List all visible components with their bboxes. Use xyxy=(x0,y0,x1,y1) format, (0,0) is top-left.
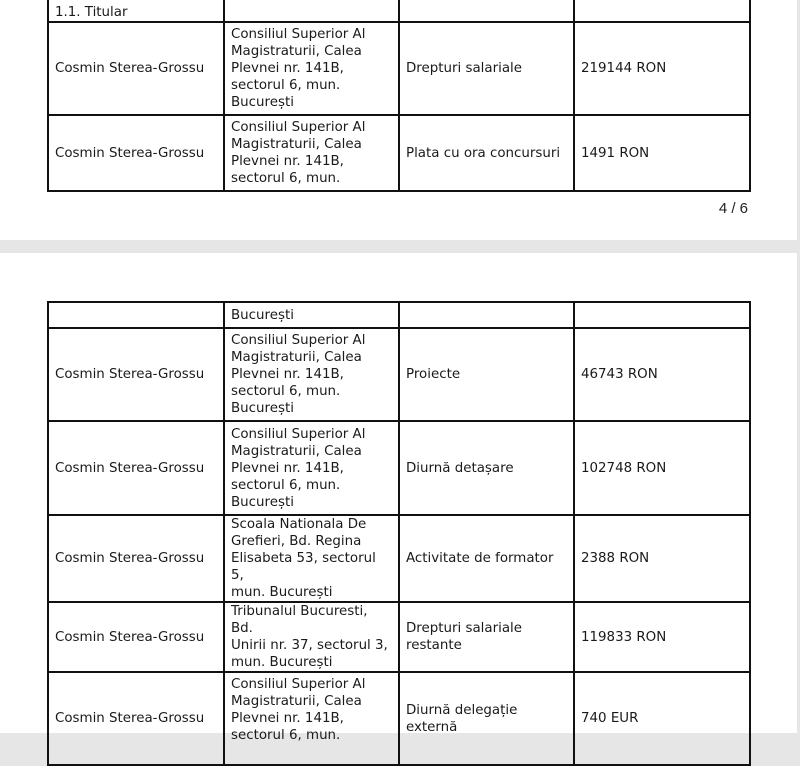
source-line: București xyxy=(231,401,294,416)
beneficiary-cell: Cosmin Sterea-Grossu xyxy=(48,602,224,672)
source-line: Unirii nr. 37, sectorul 3, xyxy=(231,638,388,653)
document-page-5 xyxy=(0,253,797,743)
source-cell xyxy=(224,115,399,191)
table-row xyxy=(48,328,750,421)
amount-cell: 740 EUR xyxy=(574,672,750,765)
table-row xyxy=(48,115,750,191)
empty-cell xyxy=(399,302,574,328)
continued-source-cell: București xyxy=(224,302,399,328)
source-line: București xyxy=(231,95,294,110)
source-line: mun. București xyxy=(231,585,333,600)
empty-cell xyxy=(48,302,224,328)
amount-cell: 46743 RON xyxy=(574,328,750,421)
source-line: sectorul 6, mun. xyxy=(231,384,341,399)
beneficiary-cell: Cosmin Sterea-Grossu xyxy=(48,421,224,515)
source-cell xyxy=(224,515,399,602)
source-line: mun. București xyxy=(231,655,333,670)
empty-cell xyxy=(399,0,574,22)
page-number: 4 / 6 xyxy=(718,200,748,217)
table-row xyxy=(48,515,750,602)
source-line: Plevnei nr. 141B, xyxy=(231,711,344,726)
service-cell: Diurnă detașare xyxy=(399,421,574,515)
source-line: sectorul 6, mun. xyxy=(231,171,341,186)
continued-row xyxy=(48,302,750,328)
amount-cell: 219144 RON xyxy=(574,22,750,115)
source-line: Magistraturii, Calea xyxy=(231,137,362,152)
table-row xyxy=(48,421,750,515)
empty-cell xyxy=(224,0,399,22)
document-page-4 xyxy=(0,0,797,240)
source-line: sectorul 6, mun. xyxy=(231,78,341,93)
source-cell xyxy=(224,602,399,672)
service-cell: Plata cu ora concursuri xyxy=(399,115,574,191)
source-line: Elisabeta 53, sectorul 5, xyxy=(231,551,376,583)
empty-cell xyxy=(574,302,750,328)
income-table-page-4 xyxy=(47,0,751,192)
beneficiary-cell: Cosmin Sterea-Grossu xyxy=(48,515,224,602)
source-line: sectorul 6, mun. xyxy=(231,477,341,493)
source-line: Plevnei nr. 141B, xyxy=(231,154,344,169)
source-line: sectorul 6, mun. xyxy=(231,728,341,743)
table-row xyxy=(48,22,750,115)
source-line: Magistraturii, Calea xyxy=(231,694,362,709)
amount-cell: 2388 RON xyxy=(574,515,750,602)
source-line: Scoala Nationala De xyxy=(231,517,367,532)
amount-cell: 102748 RON xyxy=(574,421,750,515)
amount-cell: 1491 RON xyxy=(574,115,750,191)
table-row xyxy=(48,672,750,765)
empty-cell xyxy=(574,0,750,22)
source-cell xyxy=(224,328,399,421)
service-cell: Activitate de formator xyxy=(399,515,574,602)
service-cell: Diurnă delegație externă xyxy=(399,672,574,765)
source-line: Consiliul Superior Al xyxy=(231,677,366,692)
service-cell: Drepturi salariale xyxy=(399,22,574,115)
beneficiary-cell: Cosmin Sterea-Grossu xyxy=(48,22,224,115)
beneficiary-cell: Cosmin Sterea-Grossu xyxy=(48,115,224,191)
table-row xyxy=(48,602,750,672)
source-line: București xyxy=(231,494,294,510)
source-cell xyxy=(224,672,399,765)
service-cell: Drepturi salariale restante xyxy=(399,602,574,672)
income-table-page-5 xyxy=(47,301,751,766)
section-label: 1.1. Titular xyxy=(48,0,224,22)
beneficiary-cell: Cosmin Sterea-Grossu xyxy=(48,672,224,765)
source-line: Plevnei nr. 141B, xyxy=(231,61,344,76)
source-line: Plevnei nr. 141B, xyxy=(231,367,344,382)
amount-cell: 119833 RON xyxy=(574,602,750,672)
beneficiary-cell: Cosmin Sterea-Grossu xyxy=(48,328,224,421)
service-cell: Proiecte xyxy=(399,328,574,421)
source-line: Consiliul Superior Al xyxy=(231,426,366,442)
source-line: Magistraturii, Calea xyxy=(231,44,362,59)
source-line: Consiliul Superior Al xyxy=(231,333,366,348)
source-cell xyxy=(224,421,399,515)
section-row xyxy=(48,0,750,22)
source-line: Consiliul Superior Al xyxy=(231,120,366,135)
source-line: Grefieri, Bd. Regina xyxy=(231,534,362,549)
source-line: Consiliul Superior Al xyxy=(231,27,366,42)
source-line: Magistraturii, Calea xyxy=(231,443,362,459)
source-cell xyxy=(224,22,399,115)
source-line: Plevnei nr. 141B, xyxy=(231,460,344,476)
source-line: Tribunalul Bucuresti, Bd. xyxy=(231,604,368,636)
source-line: Magistraturii, Calea xyxy=(231,350,362,365)
